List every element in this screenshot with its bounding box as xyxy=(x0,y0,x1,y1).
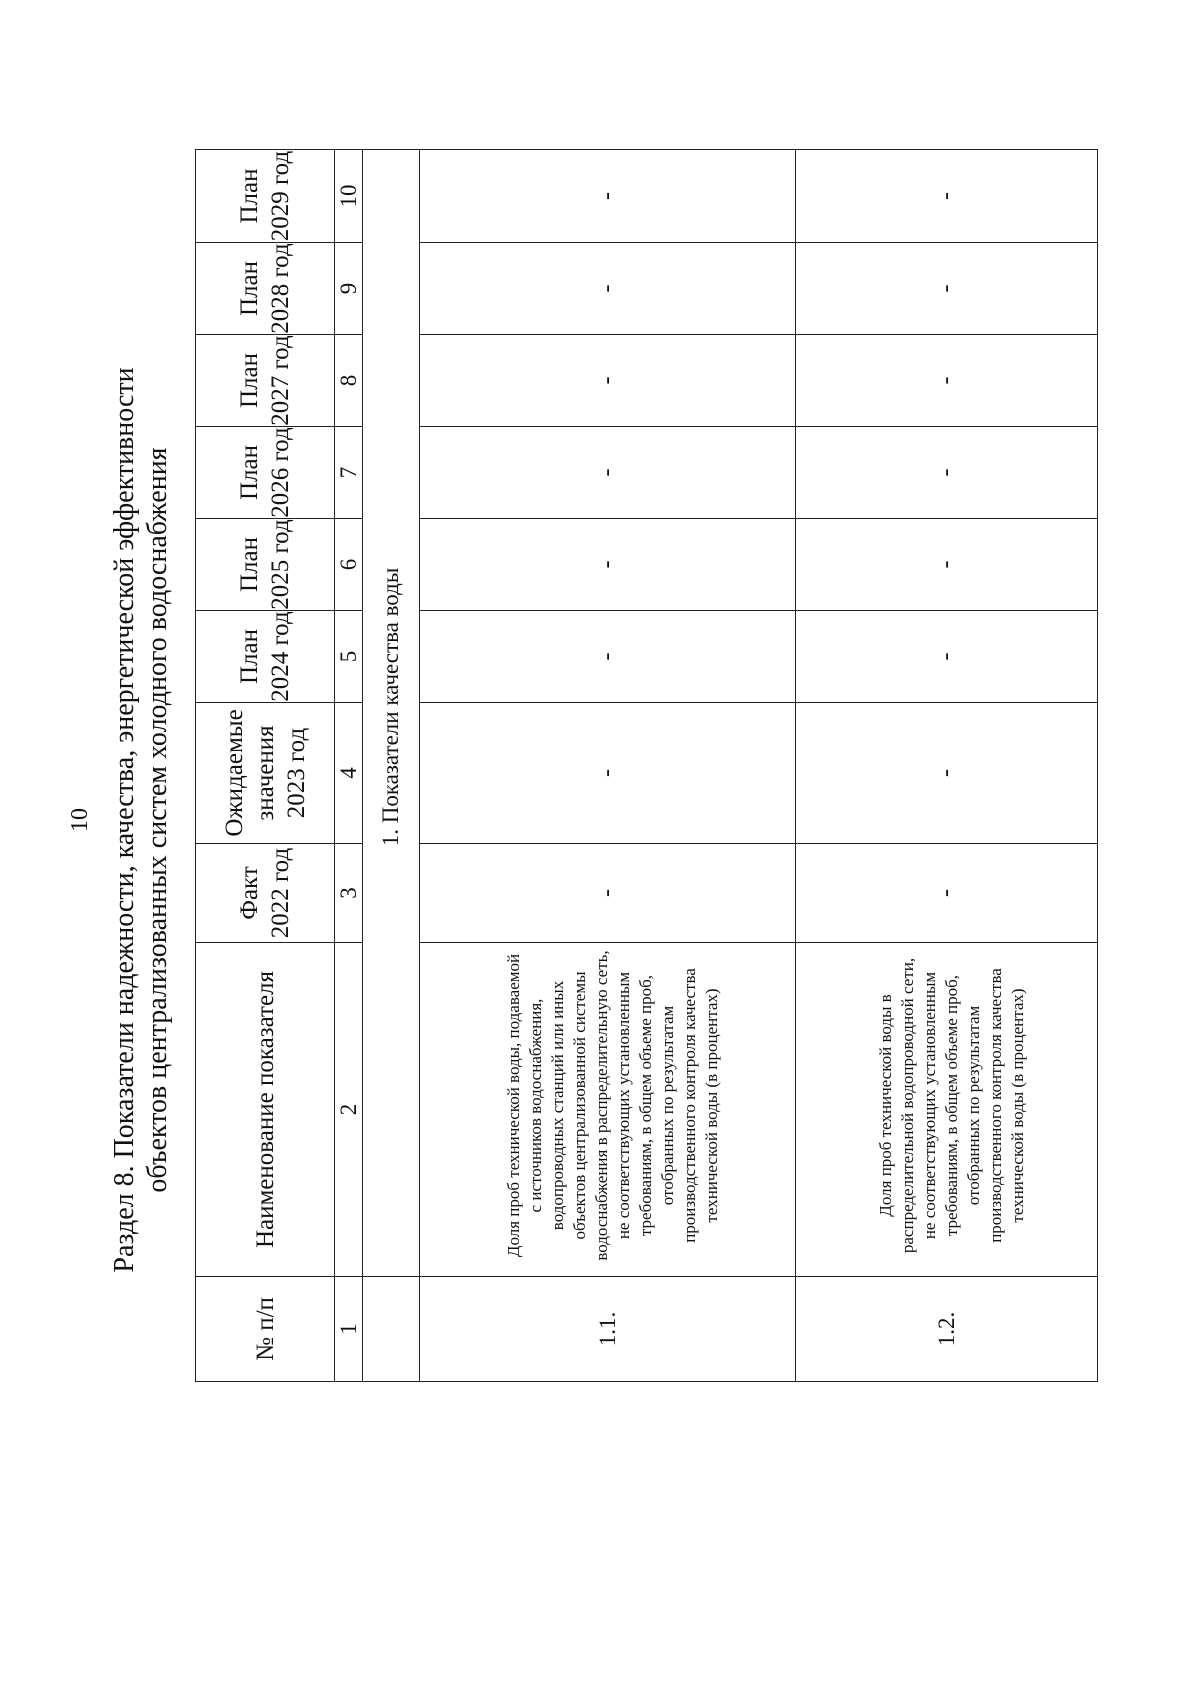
value-cell: - xyxy=(420,150,796,243)
document-title xyxy=(108,120,174,1520)
header-cell: План 2024 год xyxy=(196,611,335,703)
value-cell: - xyxy=(796,844,1098,943)
value-cell: - xyxy=(420,703,796,844)
page-number: 10 xyxy=(67,808,93,832)
indicators-table xyxy=(195,149,1098,1382)
title-line-2: объектов централизованных систем холодного водоснабжения xyxy=(142,447,173,1193)
value-cell: - xyxy=(796,243,1098,335)
section-blank-cell xyxy=(363,1277,420,1382)
column-number: 4 xyxy=(335,703,363,844)
column-number: 6 xyxy=(335,519,363,611)
value-cell: - xyxy=(796,703,1098,844)
value-cell: - xyxy=(796,150,1098,243)
value-cell: - xyxy=(420,844,796,943)
header-cell: План 2027 год xyxy=(196,335,335,427)
header-cell: План 2025 год xyxy=(196,519,335,611)
value-cell: - xyxy=(420,611,796,703)
column-number: 5 xyxy=(335,611,363,703)
header-cell: Наименование показателя xyxy=(196,943,335,1277)
value-cell: - xyxy=(796,335,1098,427)
row-number: 1.2. xyxy=(796,1277,1098,1382)
value-cell: - xyxy=(420,335,796,427)
column-number: 2 xyxy=(335,943,363,1277)
value-cell: - xyxy=(420,519,796,611)
column-number: 9 xyxy=(335,243,363,335)
value-cell: - xyxy=(796,427,1098,519)
row-number: 1.1. xyxy=(420,1277,796,1382)
column-number: 1 xyxy=(335,1277,363,1382)
header-cell: План 2029 год xyxy=(196,150,335,243)
column-number: 3 xyxy=(335,844,363,943)
table-row xyxy=(420,150,796,1382)
header-cell: План 2026 год xyxy=(196,427,335,519)
table-row xyxy=(796,150,1098,1382)
indicator-name: Доля проб технической воды, подаваемой с источников водоснабжения, водопроводных станций или иных объектов централизованной системы водоснабжения в распределительную сеть, не соответствующих установленным требованиям, в общем объеме проб, отобранных по результатам производственного контроля качества технической воды (в процентах) xyxy=(420,943,796,1277)
title-line-1: Раздел 8. Показатели надежности, качества, энергетической эффективности xyxy=(109,367,140,1273)
value-cell: - xyxy=(420,243,796,335)
header-cell: План 2028 год xyxy=(196,243,335,335)
rotated-page-content xyxy=(60,120,1090,1520)
header-cell: Факт 2022 год xyxy=(196,844,335,943)
column-number: 10 xyxy=(335,150,363,243)
table-header-row xyxy=(196,150,335,1382)
section-row xyxy=(363,150,420,1382)
column-number-row xyxy=(335,150,363,1382)
section-title: 1. Показатели качества воды xyxy=(378,567,403,847)
value-cell: - xyxy=(420,427,796,519)
column-number: 8 xyxy=(335,335,363,427)
value-cell: - xyxy=(796,519,1098,611)
column-number: 7 xyxy=(335,427,363,519)
header-cell: Ожидаемые значения 2023 год xyxy=(196,703,335,844)
header-cell: № п/п xyxy=(196,1277,335,1382)
section-title-cell xyxy=(363,150,420,1277)
value-cell: - xyxy=(796,611,1098,703)
indicator-name: Доля проб технической воды в распределительной водопроводной сети, не соответствующих установленным требованиям, в общем объеме проб, отобранных по результатам производственного контроля качества технической воды (в процентах) xyxy=(796,943,1098,1277)
